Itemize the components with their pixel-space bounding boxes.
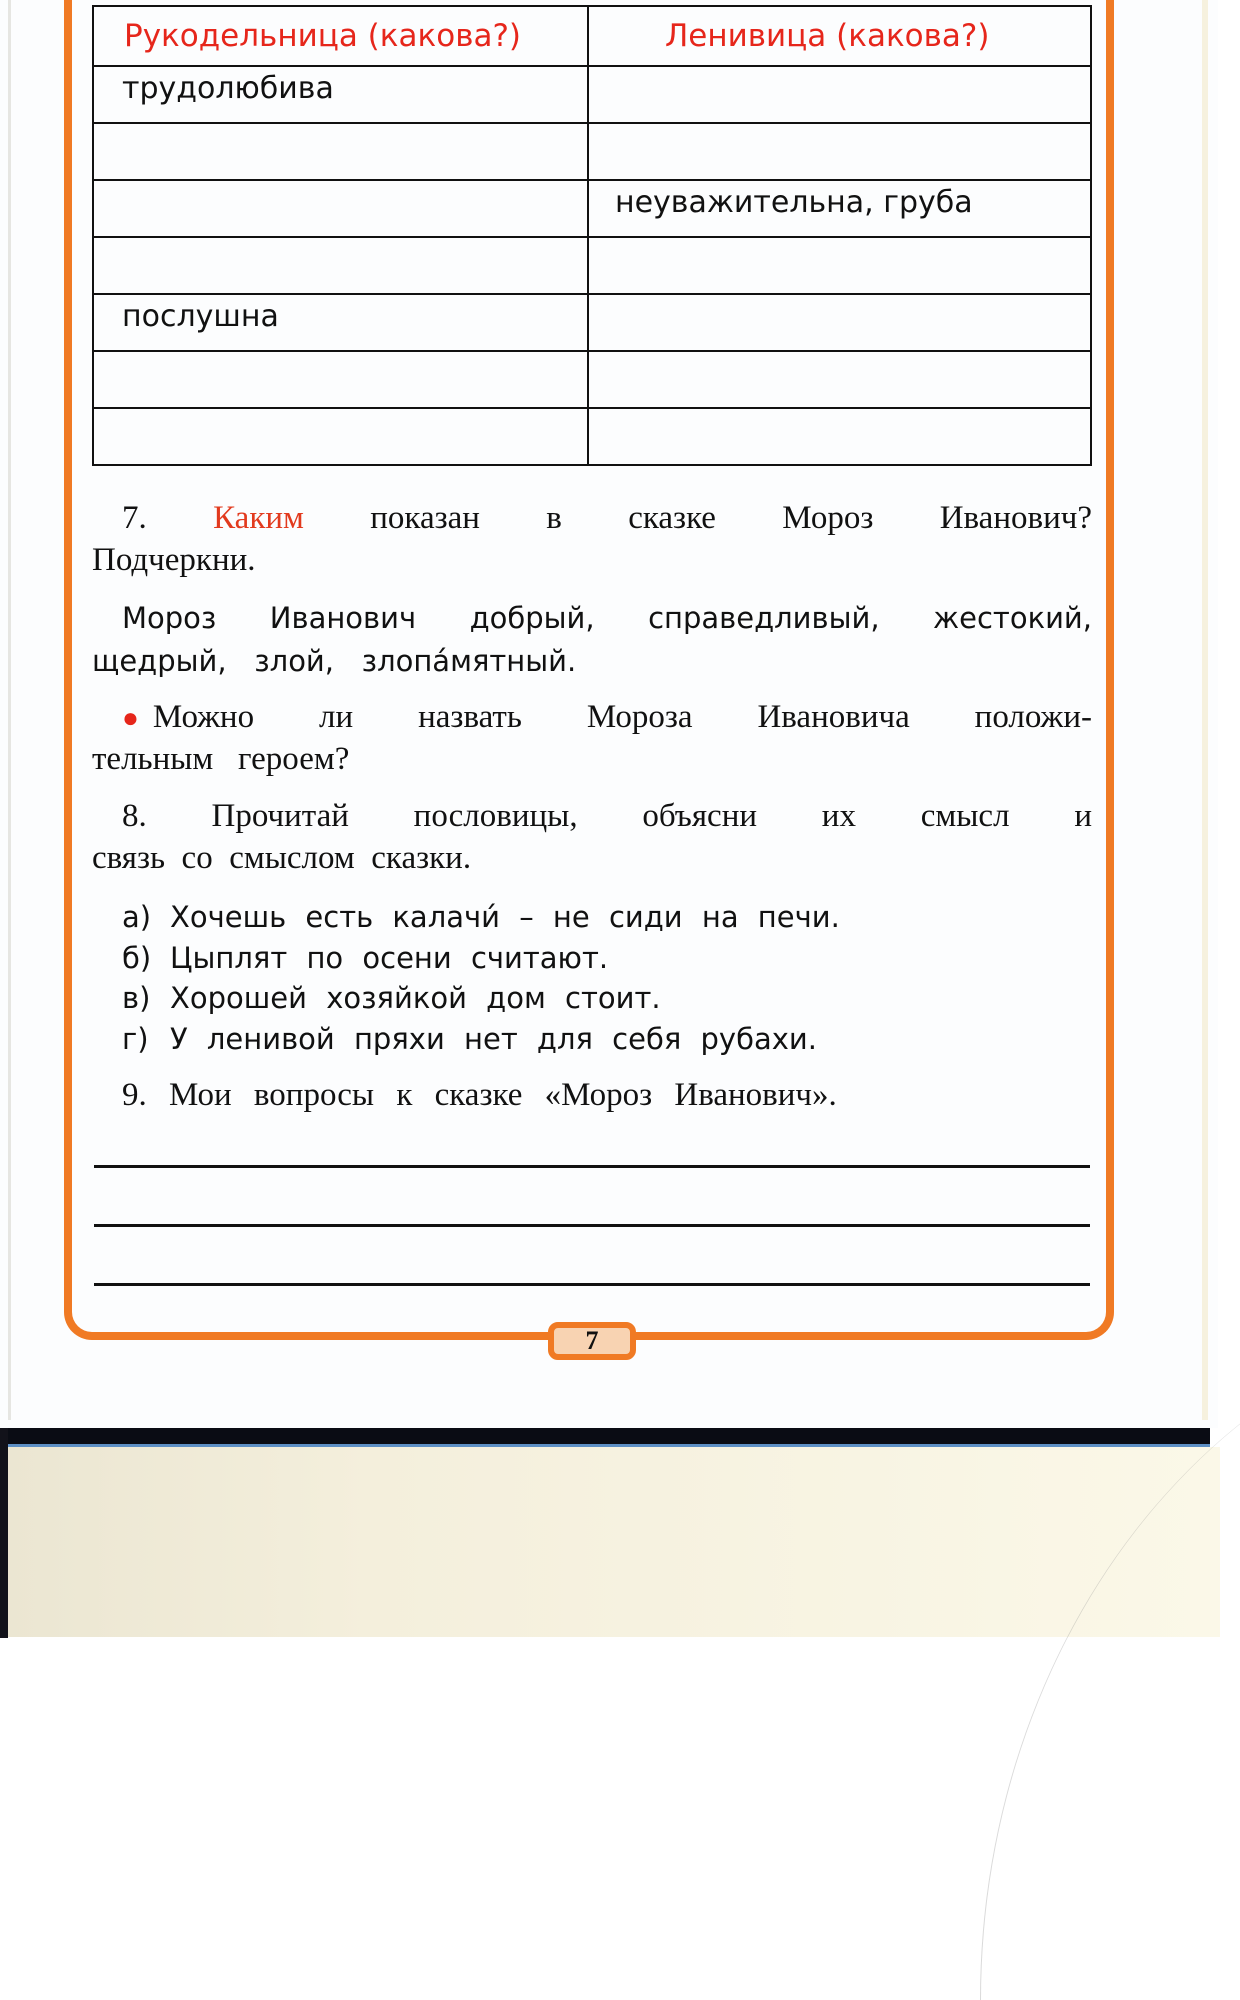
table-cell[interactable]: послушна	[93, 294, 588, 351]
proverb-item: а) Хочешь есть калачи́ – не сиди на печи.	[122, 900, 840, 934]
table-cell[interactable]	[93, 180, 588, 237]
question-9: 9. Мои вопросы к сказке «Мороз Иванович».	[122, 1077, 837, 1113]
header-rukodelnitsa: Рукодельница (какова?)	[93, 6, 588, 66]
followup-question-line-2: тельным героем?	[92, 741, 350, 777]
table-row	[93, 351, 1091, 408]
table-cell[interactable]	[588, 237, 1091, 294]
red-bullet-icon: ●	[122, 703, 139, 734]
question-7-line-2: Подчеркни.	[92, 542, 256, 578]
table-cell[interactable]	[588, 294, 1091, 351]
answer-line[interactable]	[94, 1283, 1090, 1286]
table-header-row	[93, 6, 1091, 66]
traits-line-1	[122, 597, 1092, 640]
proverb-item: г) У ленивой пряхи нет для себя рубахи.	[122, 1021, 817, 1056]
header-lenivitsa: Ленивица (какова?)	[588, 6, 1091, 66]
underlying-page	[6, 1447, 1220, 1637]
table-cell[interactable]	[93, 123, 588, 180]
table-cell[interactable]: неуважительна, груба	[588, 180, 1091, 237]
trait-word[interactable]: жестокий,	[933, 601, 1092, 635]
table-row	[93, 123, 1091, 180]
question-7	[92, 497, 1092, 581]
table-cell[interactable]: трудолюбива	[93, 66, 588, 123]
table-cell[interactable]	[588, 351, 1091, 408]
question-keyword: Каким	[213, 500, 304, 536]
table-cell[interactable]	[93, 408, 588, 465]
trait-word[interactable]: справедливый,	[648, 601, 880, 635]
table-row	[93, 66, 1091, 123]
book-spine-edge	[0, 1428, 8, 1638]
proverbs-list	[122, 897, 840, 1059]
proverb-item: в) Хорошей хозяйкой дом стоит.	[122, 981, 661, 1015]
question-8: 8. Прочитай пословицы, объясни их смысл и	[122, 798, 1092, 834]
trait-word[interactable]: Иванович	[269, 601, 417, 635]
table-row	[93, 408, 1091, 465]
table-row	[93, 237, 1091, 294]
answer-line[interactable]	[94, 1165, 1090, 1168]
table-cell[interactable]	[588, 408, 1091, 465]
question-7-line-1: 7. Каким показан в сказке Мороз Иванович?	[92, 497, 1092, 539]
table-cell[interactable]	[93, 351, 588, 408]
table-cell[interactable]	[93, 237, 588, 294]
page-left-edge	[8, 0, 11, 1420]
trait-word[interactable]: добрый,	[469, 601, 595, 635]
question-8-line-2: связь со смыслом сказки.	[92, 840, 472, 876]
book-edge-shadow	[0, 1428, 1210, 1447]
page-right-edge	[1202, 0, 1208, 1420]
page-number-badge: 7	[548, 1322, 636, 1360]
proverb-item: б) Цыплят по осени считают.	[122, 940, 609, 975]
table-row	[93, 180, 1091, 237]
comparison-table	[92, 5, 1092, 466]
moroz-traits-choices	[92, 597, 1092, 683]
table-cell[interactable]	[588, 66, 1091, 123]
followup-question: ● Можно ли назвать Мороза Ивановича положи-	[122, 699, 1092, 735]
question-number: 7.	[122, 500, 147, 536]
answer-line[interactable]	[94, 1224, 1090, 1227]
trait-word[interactable]: Мороз	[122, 601, 217, 635]
table-row	[93, 294, 1091, 351]
table-cell[interactable]	[588, 123, 1091, 180]
traits-line-2[interactable]: щедрый, злой, злопа́мятный.	[92, 644, 577, 678]
